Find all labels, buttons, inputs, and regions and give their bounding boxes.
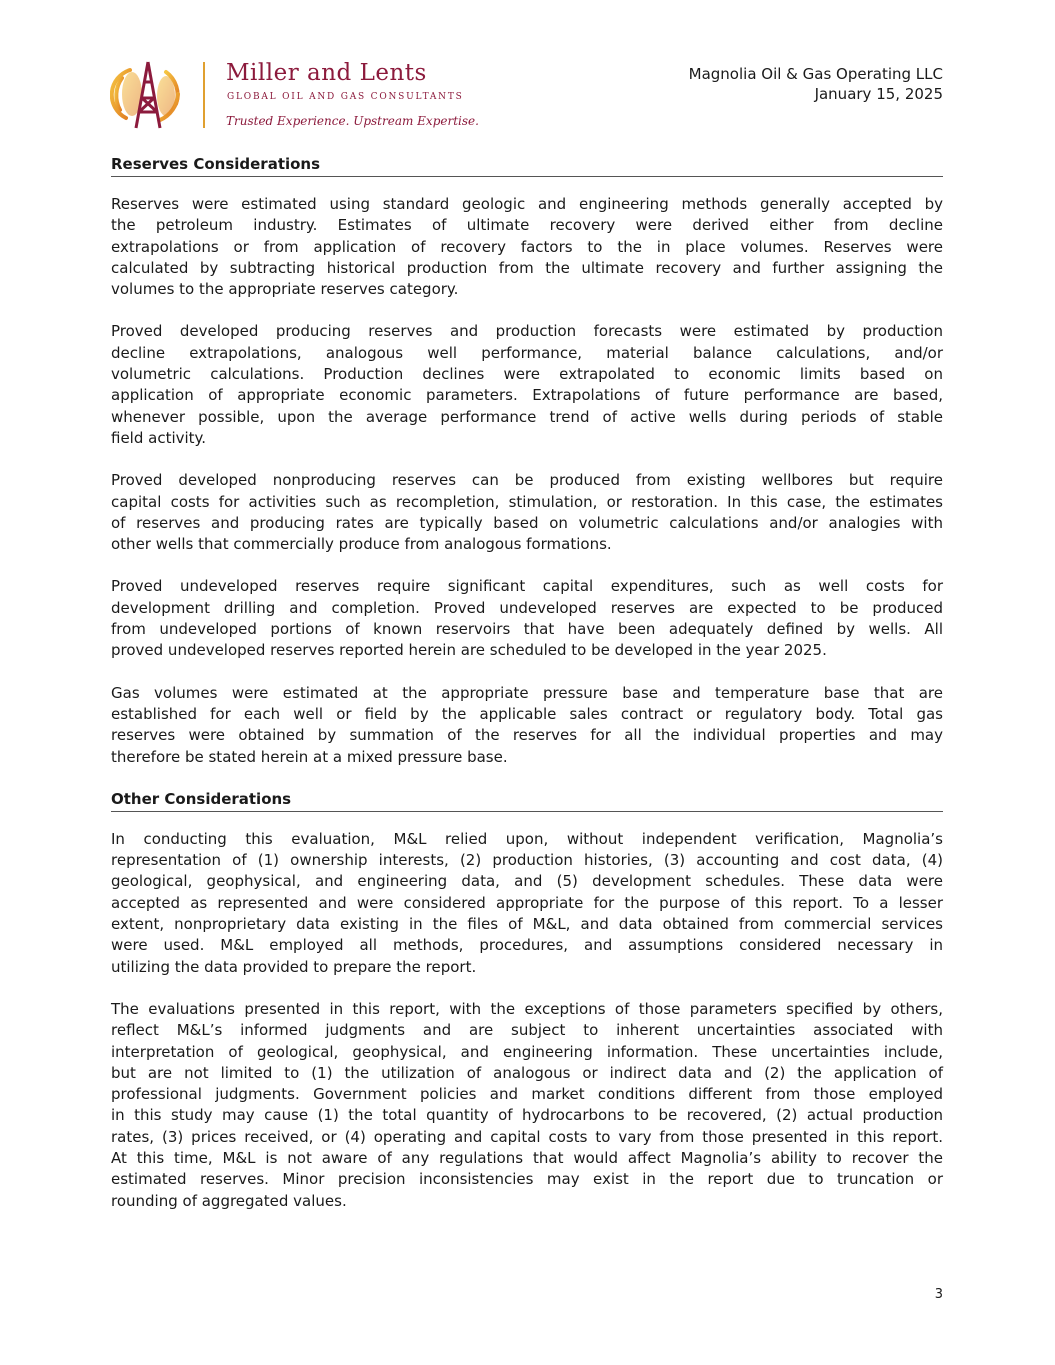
text-line: from undeveloped portions of known reservoirs that have been adequately defined by wells. All: [111, 620, 943, 639]
brand-tagline: Trusted Experience. Upstream Expertise.: [226, 114, 479, 128]
paragraph: [111, 470, 943, 555]
text-line: utilizing the data provided to prepare the report.: [111, 957, 477, 976]
text-line: proved undeveloped reserves reported herein are scheduled to be developed in the year 2025.: [111, 641, 827, 660]
text-line: Reserves were estimated using standard geologic and engineering methods generally accepted by: [111, 195, 943, 213]
text-line: were used. M&L employed all methods, procedures, and assumptions considered necessary in: [111, 936, 943, 955]
page-number: 3: [934, 1287, 943, 1302]
text-line: of reserves and producing rates are typically based on volumetric calculations and/or analogies with: [111, 513, 943, 532]
text-line: capital costs for activities such as recompletion, stimulation, or restoration. In this case, the estimates: [111, 492, 943, 511]
paragraph: [111, 321, 943, 449]
text-line: application of appropriate economic parameters. Extrapolations of future performance are based,: [111, 386, 943, 405]
document-header: [689, 64, 943, 104]
text-line: accepted as represented and were considered appropriate for the purpose of this report. To a lesser: [111, 893, 943, 912]
paragraph: [111, 999, 943, 1212]
text-line: At this time, M&L is not aware of any regulations that would affect Magnolia’s ability to recover the: [111, 1148, 943, 1167]
text-line: reserves were obtained by summation of the reserves for all the individual properties and may: [111, 726, 943, 745]
text-line: Proved undeveloped reserves require significant capital expenditures, such as well costs for: [111, 577, 943, 596]
text-line: field activity.: [111, 428, 207, 447]
section-heading: Reserves Considerations: [111, 154, 943, 177]
text-line: rates, (3) prices received, or (4) operating and capital costs to vary from those presented in this report.: [111, 1127, 943, 1146]
client-name: Magnolia Oil & Gas Operating LLC: [688, 65, 943, 83]
text-line: volumes to the appropriate reserves category.: [111, 280, 459, 299]
text-line: Proved developed producing reserves and production forecasts were estimated by production: [111, 322, 943, 341]
text-line: other wells that commercially produce from analogous formations.: [111, 535, 612, 554]
text-line: development drilling and completion. Proved undeveloped reserves are expected to be produced: [111, 598, 943, 617]
paragraph: [111, 829, 943, 978]
text-line: established for each well or field by the applicable sales contract or regulatory body. Total gas: [111, 704, 943, 723]
text-line: The evaluations presented in this report, with the exceptions of those parameters specified by others,: [111, 999, 943, 1018]
globe-derrick-icon: [110, 58, 186, 130]
brand-subtitle: GLOBAL OIL AND GAS CONSULTANTS: [227, 92, 464, 102]
text-line: decline extrapolations, analogous well performance, material balance calculations, and/or: [111, 343, 943, 362]
company-logo: [110, 56, 479, 136]
text-line: Proved developed nonproducing reserves can be produced from existing wellbores but require: [111, 471, 943, 490]
brand-name: Miller and Lents: [226, 60, 427, 86]
text-line: representation of (1) ownership interests, (2) production histories, (3) accounting and cost data, (4): [111, 851, 943, 870]
text-line: volumetric calculations. Production declines were extrapolated to economic limits based on: [111, 365, 943, 384]
text-line: extent, nonproprietary data existing in the files of M&L, and data obtained from commercial services: [111, 915, 943, 934]
text-line: geological, geophysical, and engineering data, and (5) development schedules. These data were: [111, 872, 943, 891]
text-line: but are not limited to (1) the utilization of analogous or indirect data and (2) the application of: [111, 1063, 943, 1082]
paragraph: [111, 194, 943, 300]
report-date: January 15, 2025: [814, 85, 943, 103]
text-line: extrapolations or from application of recovery factors to the in place volumes. Reserves were: [111, 237, 943, 256]
text-line: professional judgments. Government policies and market conditions different from those employed: [111, 1085, 943, 1104]
paragraph: [111, 683, 943, 768]
text-line: reflect M&L’s informed judgments and are subject to inherent uncertainties associated with: [111, 1021, 943, 1040]
text-line: calculated by subtracting historical production from the ultimate recovery and further assigning the: [111, 258, 943, 277]
text-line: whenever possible, upon the average performance trend of active wells during periods of stable: [111, 407, 943, 426]
document-body: [111, 154, 943, 1233]
paragraph: [111, 576, 943, 661]
text-line: rounding of aggregated values.: [111, 1191, 347, 1210]
text-line: Gas volumes were estimated at the appropriate pressure base and temperature base that are: [111, 683, 943, 702]
text-line: therefore be stated herein at a mixed pressure base.: [111, 747, 508, 766]
text-line: In conducting this evaluation, M&L relied upon, without independent verification, Magnolia’s: [111, 829, 943, 848]
text-line: estimated reserves. Minor precision inconsistencies may exist in the report due to truncation or: [111, 1170, 943, 1189]
logo-divider: [203, 62, 205, 128]
text-line: in this study may cause (1) the total quantity of hydrocarbons to be recovered, (2) actual production: [111, 1106, 943, 1125]
section-heading: Other Considerations: [111, 789, 943, 812]
text-line: interpretation of geological, geophysical, and engineering information. These uncertainties include,: [111, 1042, 943, 1061]
text-line: the petroleum industry. Estimates of ultimate recovery were derived either from decline: [111, 216, 943, 235]
